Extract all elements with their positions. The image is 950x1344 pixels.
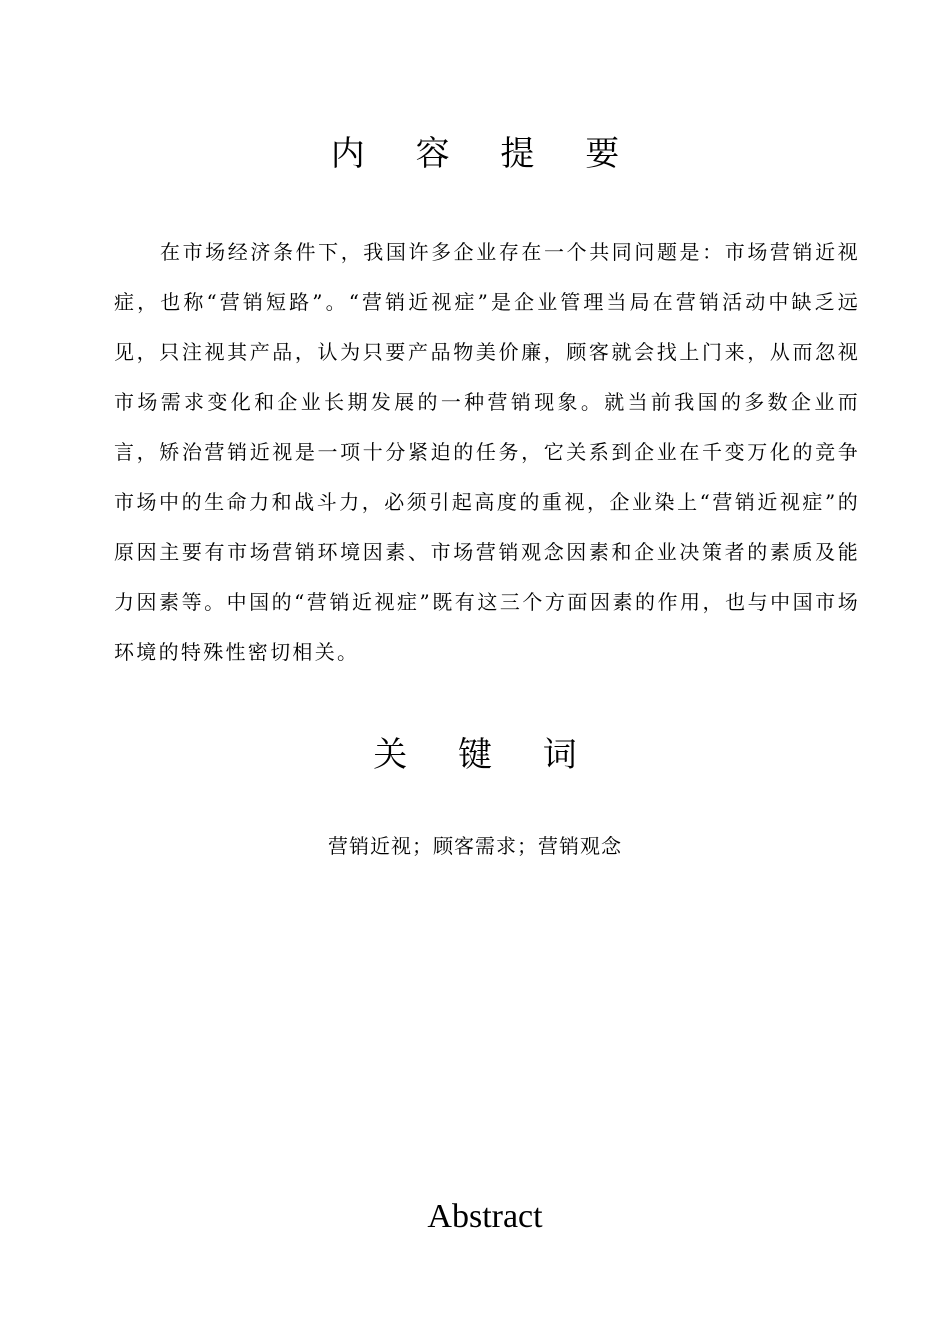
- keywords-heading: 关 键 词: [373, 735, 597, 775]
- abstract-heading: Abstract: [427, 1198, 543, 1235]
- keywords-list: 营销近视；顾客需求；营销观念: [328, 834, 622, 858]
- summary-heading: 内 容 提 要: [330, 134, 640, 174]
- summary-paragraph: 在市场经济条件下，我国许多企业存在一个共同问题是：市场营销近视症，也称“营销短路”。“营销近视症”是企业管理当局在营销活动中缺乏远见，只注视其产品，认为只要产品物美价廉，顾客就会找上门来，从而忽视市场需求变化和企业长期发展的一种营销现象。就当前我国的多数企业而言，矫治营销近视是一项十分紧迫的任务，它关系到企业在千变万化的竞争市场中的生命力和战斗力，必须引起高度的重视，企业染上“营销近视症”的原因主要有市场营销环境因素、市场营销观念因素和企业决策者的素质及能力因素等。中国的“营销近视症”既有这三个方面因素的作用，也与中国市场环境的特殊性密切相关。: [114, 240, 860, 664]
